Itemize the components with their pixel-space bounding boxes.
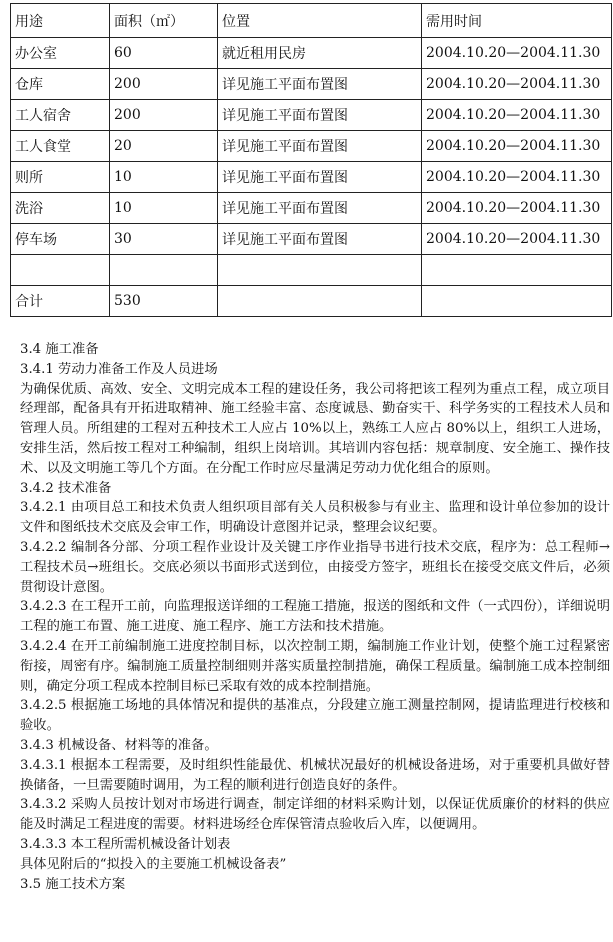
- table-row: [11, 69, 612, 100]
- table-cell: 200: [110, 69, 218, 100]
- table-row: [11, 193, 612, 224]
- table-cell: 2004.10.20—2004.11.30: [422, 100, 612, 131]
- table-total-row: [11, 286, 612, 317]
- table-cell: [218, 286, 422, 317]
- table-cell: 仓库: [11, 69, 110, 100]
- table-cell: [422, 286, 612, 317]
- table-cell: 详见施工平面布置图: [218, 131, 422, 162]
- table-cell: 2004.10.20—2004.11.30: [422, 131, 612, 162]
- table-cell: 200: [110, 100, 218, 131]
- table-cell: [11, 255, 110, 286]
- table-cell: 办公室: [11, 38, 110, 69]
- section-heading: 3.4 施工准备: [20, 342, 99, 357]
- header-cell-time: 需用时间: [422, 4, 612, 38]
- table-cell: 则所: [11, 162, 110, 193]
- table-row: [11, 100, 612, 131]
- table-cell: 详见施工平面布置图: [218, 193, 422, 224]
- subsection-heading: 3.4.3 机械设备、材料等的准备。: [20, 737, 218, 753]
- subsection-heading: 3.4.1 劳动力准备工作及人员进场: [20, 361, 218, 377]
- table-cell: 就近租用民房: [218, 38, 422, 69]
- table-cell: 详见施工平面布置图: [218, 100, 422, 131]
- paragraph: 3.4.2.5 根据施工场地的具体情况和提供的基准点，分段建立施工测量控制网，提请监理进行校核和验收。: [20, 698, 610, 734]
- table-cell: 详见施工平面布置图: [218, 224, 422, 255]
- header-cell-area: 面积（㎡）: [110, 4, 218, 38]
- paragraph: 3.4.3.2 采购人员按计划对市场进行调查，制定详细的材料采购计划，以保证优质廉价的材料的供应能及时满足工程进度的需要。材料进场经仓库保管清点验收后入库，以便调用。: [20, 797, 610, 833]
- table-cell: 30: [110, 224, 218, 255]
- subsection-heading: 3.4.2 技术准备: [20, 480, 112, 496]
- paragraph: 为确保优质、高效、安全、文明完成本工程的建设任务，我公司将把该工程列为重点工程，成立项目经理部，配备具有开拓进取精神、施工经验丰富、态度诚恳、勤奋实干、科学务实的工程技术人员和管理人员。所组建的工程对五种技术工人应占 10%以上，熟练工人应占 80%以上，组织工人进场，安排生活，然后按工程对工种编制，组织上岗培训。其培训内容包括：规章制度、安全施工、操作技术、以及文明施工等几个方面。在分配工作时应尽量满足劳动力优化组合的原则。: [20, 381, 610, 476]
- table-cell: 10: [110, 162, 218, 193]
- total-label-cell: 合计: [11, 286, 110, 317]
- table-cell: 2004.10.20—2004.11.30: [422, 162, 612, 193]
- table-cell: 详见施工平面布置图: [218, 162, 422, 193]
- table-cell: [422, 255, 612, 286]
- table-row: [11, 224, 612, 255]
- table-cell: 10: [110, 193, 218, 224]
- table-row-blank: [11, 255, 612, 286]
- table-cell: 工人食堂: [11, 131, 110, 162]
- header-cell-location: 位置: [218, 4, 422, 38]
- header-cell-usage: 用途: [11, 4, 110, 38]
- subsection-heading: 3.4.3.3 本工程所需机械设备计划表: [20, 836, 231, 852]
- table-cell: 详见施工平面布置图: [218, 69, 422, 100]
- total-area-cell: 530: [110, 286, 218, 317]
- table-cell: 2004.10.20—2004.11.30: [422, 69, 612, 100]
- paragraph: 3.4.3.1 根据本工程需要，及时组织性能最优、机械状况最好的机械设备进场，对于重要机具做好替换储备，一旦需要随时调用，为工程的顺利进行创造良好的条件。: [20, 757, 610, 793]
- paragraph: 3.4.2.2 编制各分部、分项工程作业设计及关键工序作业指导书进行技术交底，程序为：总工程师→工程技术员→班组长。交底必须以书面形式送到位，由接受方签字，班组长在接受交底文件后，必须贯彻设计意图。: [20, 539, 610, 595]
- paragraph: 具体见附后的“拟投入的主要施工机械设备表”: [20, 856, 287, 872]
- table-cell: 洗浴: [11, 193, 110, 224]
- table-row: [11, 38, 612, 69]
- table-cell: [218, 255, 422, 286]
- table-header-row: [11, 4, 612, 38]
- table-cell: 2004.10.20—2004.11.30: [422, 193, 612, 224]
- table-cell: 工人宿舍: [11, 100, 110, 131]
- table-cell: 2004.10.20—2004.11.30: [422, 224, 612, 255]
- table-row: [11, 131, 612, 162]
- facility-table: [10, 3, 612, 317]
- table-cell: 20: [110, 131, 218, 162]
- table-cell: 60: [110, 38, 218, 69]
- paragraph: 3.4.2.3 在工程开工前，向监理报送详细的工程施工措施，报送的图纸和文件（一式四份），详细说明工程的施工布置、施工进度、施工程序、施工方法和技术措施。: [20, 599, 610, 635]
- table-row: [11, 162, 612, 193]
- paragraph: 3.4.2.4 在开工前编制施工进度控制目标，以次控制工期，编制施工作业计划，使整个施工过程紧密衔接，周密有序。编制施工质量控制细则并落实质量控制措施，确保工程质量。编制施工成本控制细则，确定分项工程成本控制目标已采取有效的成本控制措施。: [20, 638, 610, 694]
- facility-table-body: [11, 4, 612, 317]
- paragraph: 3.4.2.1 由项目总工和技术负责人组织项目部有关人员积极参与有业主、监理和设计单位参加的设计文件和图纸技术交底及会审工作，明确设计意图并记录，整理会议纪要。: [20, 500, 610, 536]
- document-body: [20, 340, 610, 894]
- section-heading: 3.5 施工技术方案: [20, 876, 126, 892]
- table-cell: [110, 255, 218, 286]
- table-cell: 停车场: [11, 224, 110, 255]
- table-cell: 2004.10.20—2004.11.30: [422, 38, 612, 69]
